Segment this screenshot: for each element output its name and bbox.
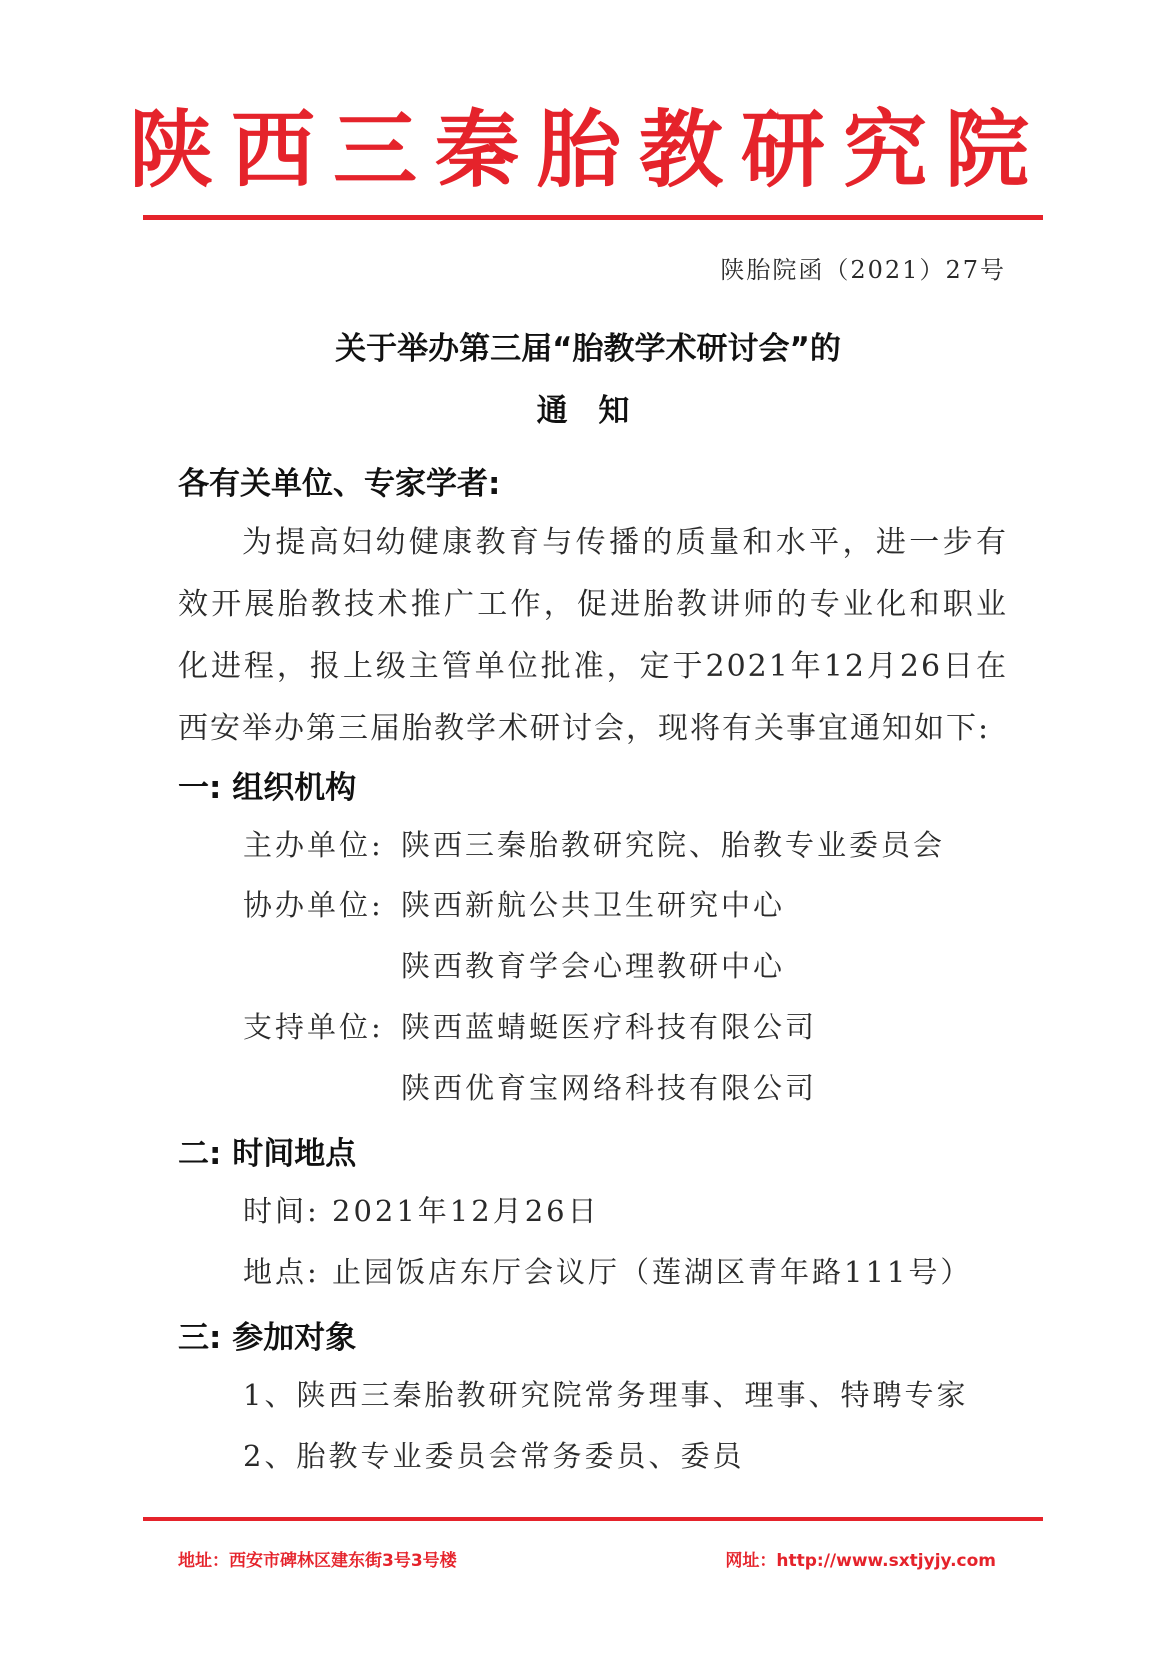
section-heading-participants: 三: 参加对象 <box>178 1320 357 1356</box>
host-value: 陕西三秦胎教研究院、胎教专业委员会 <box>401 828 946 862</box>
intro-paragraph: 为提高妇幼健康教育与传播的质量和水平，进一步有效开展胎教技术推广工作，促进胎教讲师的专业化和职业化进程，报上级主管单位批准，定于2021年12月26日在西安举办第三届胎教学术研讨会，现将有关事宜通知如下: <box>178 525 1008 746</box>
support-value: 陕西蓝蜻蜓医疗科技有限公司 <box>401 1010 818 1044</box>
support-value: 陕西优育宝网络科技有限公司 <box>401 1071 818 1105</box>
host-label: 主办单位: <box>243 828 384 862</box>
org-masthead: 陕西三秦胎教研究院 <box>128 101 1047 199</box>
event-time: 时间: 2021年12月26日 <box>243 1194 600 1228</box>
participant-item: 2、胎教专业委员会常务委员、委员 <box>243 1439 745 1473</box>
event-place: 地点: 止园饭店东厅会议厅（莲湖区青年路111号） <box>243 1255 973 1289</box>
co-host-label: 协办单位: <box>243 888 384 922</box>
notice-title: 关于举办第三届“胎教学术研讨会”的 <box>335 331 841 367</box>
co-host-value: 陕西新航公共卫生研究中心 <box>401 888 786 922</box>
document-reference: 陕胎院函（2021）27号 <box>720 256 1006 284</box>
footer-divider <box>143 1517 1043 1521</box>
salutation: 各有关单位、专家学者: <box>178 466 501 502</box>
notice-title-sub: 通 知 <box>536 393 640 429</box>
header-divider <box>143 215 1043 220</box>
section-heading-org: 一: 组织机构 <box>178 770 357 806</box>
support-label: 支持单位: <box>243 1010 384 1044</box>
co-host-value: 陕西教育学会心理教研中心 <box>401 949 786 983</box>
section-heading-time-place: 二: 时间地点 <box>178 1136 357 1172</box>
footer-website: 网址：http://www.sxtjyjy.com <box>725 1551 996 1571</box>
participant-item: 1、陕西三秦胎教研究院常务理事、理事、特聘专家 <box>243 1378 969 1412</box>
footer-address: 地址：西安市碑林区建东街3号3号楼 <box>178 1551 457 1571</box>
